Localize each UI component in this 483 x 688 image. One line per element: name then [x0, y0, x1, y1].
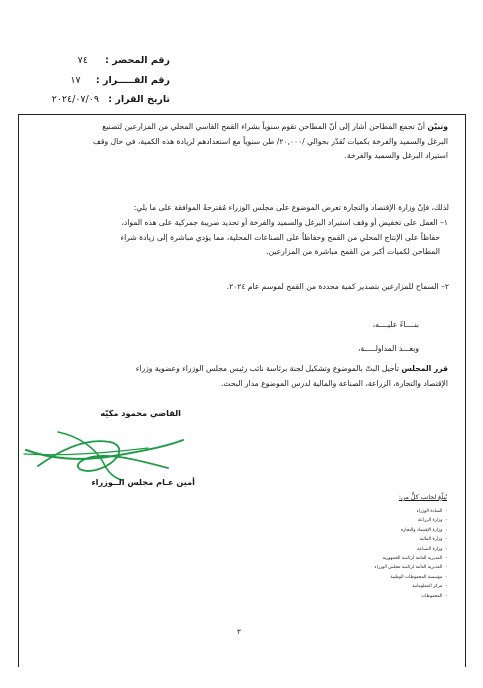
paragraph-findings	[38, 120, 448, 164]
decision-number-value: ١٧	[70, 75, 81, 86]
list-item: -المديرية العامة لرئاسة الجمهورية	[382, 556, 447, 562]
proposal-item-1	[38, 216, 448, 260]
decision-date-value: ٢٠٢٤/٠٧/٠٩	[51, 94, 99, 105]
list-item: -مؤسسة المحفوظات الوطنية	[390, 574, 447, 580]
proposal-item-1-line-2: حفاظاً على الإنتاج المحلي من القمح وحفاظاً على الصناعات المحلية، مما يؤدي مباشرة إلى زيادة شراء	[120, 232, 440, 242]
decision-paragraph	[38, 362, 448, 391]
distribution-title: يُبلّغ لجانب كلٍّ من:	[398, 494, 447, 501]
list-item: -السادة الوزراء	[416, 509, 447, 514]
distribution-list	[375, 507, 447, 601]
proposal-item-1-line-3: المطاحن لكميات أكبر من القمح مباشرة من المزارعين.	[266, 247, 440, 256]
list-item: -المحفوظات	[421, 593, 447, 599]
findings-lead: وتبيّن	[427, 122, 448, 131]
decision-date-label: تاريخ القرار :	[108, 94, 170, 105]
record-number-value: ٧٤	[77, 55, 88, 66]
decision-line-1	[38, 362, 448, 377]
decision-date	[30, 94, 170, 105]
signatory-title: أمين عـام مجلس الــوزراء	[91, 477, 195, 487]
page-number: ٣	[237, 628, 241, 636]
findings-line-1	[38, 120, 448, 135]
decision-lead: قرر المجلس	[401, 364, 448, 373]
findings-line-2: البرغل والسميد والفرخة بكميات تُقدّر بحوالي /٢٠,٠٠٠/ طن سنوياً مع استعدادهم لزيادة هذه الكمية، في حال وقف	[93, 136, 448, 146]
proposal-item-1-line-1: ١– العمل على تخفيض أو وقف استيراد البرغل والسميد والفرخة أو تحديد ضريبة جمركية على هذه المواد،	[121, 218, 448, 227]
list-item: -المديرية العامة لرئاسة مجلس الوزراء	[374, 565, 447, 571]
list-item: -وزارة المالية	[419, 537, 447, 543]
list-item: -وزارة الزراعة	[417, 518, 447, 524]
signatory-name: القاضي محمود مكيّه	[100, 408, 181, 418]
list-item: -مركز المعلوماتية	[412, 584, 447, 590]
findings-text-1: أنّ تجمع المطاحن أشار إلى أنّ المطاحن تقوم سنوياً بشراء القمح القاسي المحلي من المزارعين لتصنيع	[102, 122, 425, 131]
findings-line-3: استيراد البرغل والسميد والفرخة.	[344, 151, 448, 160]
decision-text-1: تأجيل البتّ بالموضوع وتشكيل لجنة برئاسة نائب رئيس مجلس الوزراء وعضوية وزراء	[135, 364, 399, 373]
record-number	[70, 55, 170, 66]
list-item: -وزارة الصناعة	[417, 546, 447, 552]
record-number-label: رقم المحضر :	[105, 55, 170, 66]
based-on-text: بنــــاءً عليــــه،	[372, 320, 419, 329]
decision-number	[70, 75, 170, 86]
proposal-intro: لذلك، فإنّ وزارة الإقتصاد والتجارة تعرض الموضوع على مجلس الوزراء مُقترحةً الموافقة على ما يلي:	[133, 203, 449, 212]
decision-number-label: رقم القـــــرار :	[95, 75, 170, 86]
after-deliberation-text: وبعـــد المداولـــــة،	[357, 344, 419, 353]
list-item: -وزارة الإقتصاد والتجارة	[400, 527, 447, 533]
decision-line-2: الإقتصاد والتجارة، الزراعة، الصناعة والمالية لدرس الموضوع مدار البحث.	[221, 378, 448, 388]
proposal-item-2: ٢– السماح للمزارعين بتصدير كمية محددة من القمح لموسم عام ٢٠٢٤.	[226, 282, 449, 291]
